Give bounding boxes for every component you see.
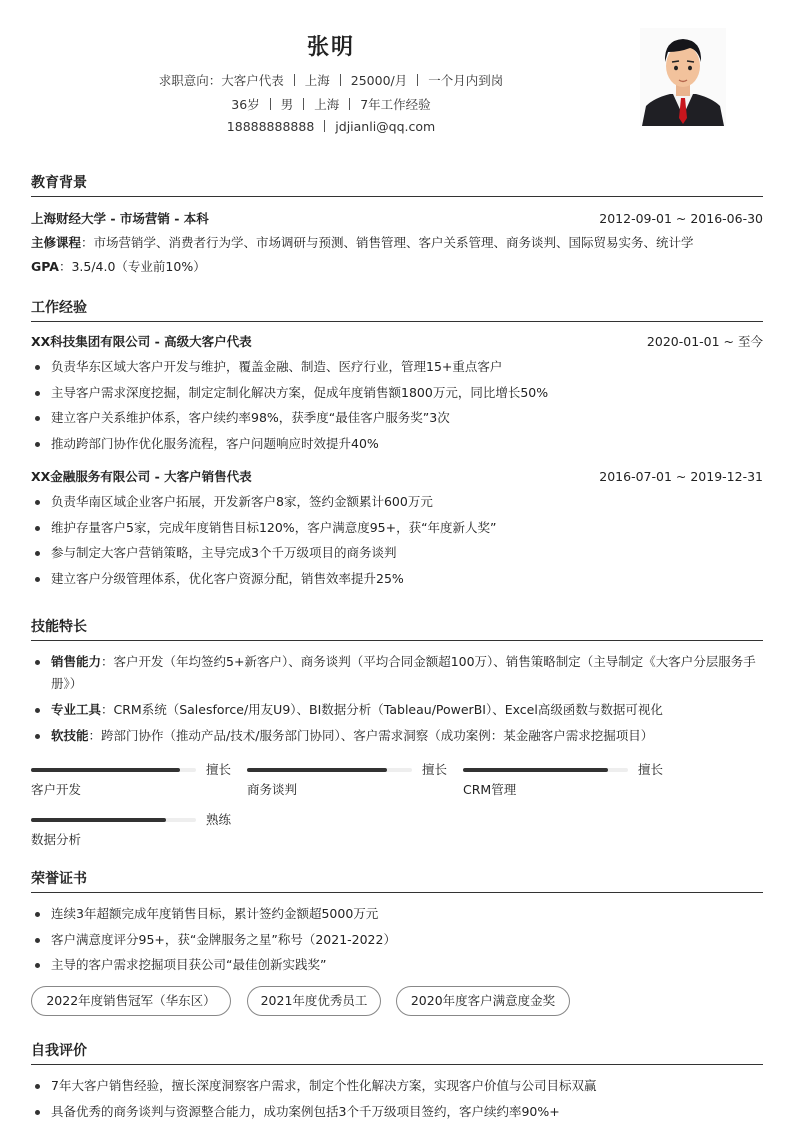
skill-bar-track — [31, 818, 196, 822]
honor-tag: 2020年度客户满意度金奖 — [396, 986, 570, 1016]
skill-label: 销售能力 — [51, 654, 102, 669]
gpa-label: GPA — [31, 259, 59, 274]
list-item: 7年大客户销售经验，擅长深度洞察客户需求，制定个性化解决方案，实现客户价值与公司目标双赢 — [31, 1073, 763, 1099]
honors-section — [31, 869, 763, 978]
job-date: 2020-01-01 ~ 至今 — [646, 334, 763, 349]
skill-text: ：客户开发（年均签约5+新客户）、商务谈判（平均合同金额超100万）、销售策略制定（主导制定《大客户分层服务手册》） — [51, 654, 756, 691]
skill-name: 数据分析 — [31, 832, 82, 847]
honor-tag: 2021年度优秀员工 — [247, 986, 381, 1016]
email: jdjianli@qq.com — [335, 119, 436, 134]
expected-salary: 25000/月 — [350, 73, 408, 88]
skill-bar-track — [247, 768, 412, 772]
education-row — [31, 207, 763, 231]
job-company-title: XX科技集团有限公司 - 高级大客户代表 — [31, 334, 252, 349]
self-eval-bullets — [31, 1073, 763, 1123]
avatar — [640, 28, 726, 126]
job-header — [31, 465, 763, 489]
section-title-education: 教育背景 — [31, 173, 763, 197]
list-item: 主导的客户需求挖掘项目获公司“最佳创新实践奖” — [31, 952, 763, 978]
list-item: 建立客户分级管理体系，优化客户资源分配，销售效率提升25% — [31, 566, 763, 592]
age: 36岁 — [231, 97, 260, 112]
skill-name: CRM管理 — [463, 782, 517, 797]
courses-text: ：市场营销学、消费者行为学、市场调研与预测、销售管理、客户关系管理、商务谈判、国际贸易实务、统计学 — [81, 235, 694, 250]
honors-bullets — [31, 901, 763, 978]
skill-level: 擅长 — [206, 762, 232, 777]
skill-name: 商务谈判 — [247, 782, 298, 797]
section-title-honors: 荣誉证书 — [31, 869, 763, 893]
avatar-illustration — [640, 28, 726, 126]
list-item: 推动跨部门协作优化服务流程，客户问题响应时效提升40% — [31, 431, 763, 457]
info-line-contact — [0, 119, 662, 134]
experience-years: 7年工作经验 — [360, 97, 431, 112]
education-section — [31, 173, 763, 279]
list-item — [31, 723, 763, 749]
section-title-self-eval: 自我评价 — [31, 1041, 763, 1065]
phone: 18888888888 — [226, 119, 315, 134]
skill-name: 客户开发 — [31, 782, 82, 797]
availability: 一个月内到岗 — [428, 73, 504, 88]
courses-row — [31, 231, 763, 255]
skill-level: 擅长 — [422, 762, 448, 777]
job-city: 上海 — [304, 73, 330, 88]
list-item: 主导客户需求深度挖掘，制定定制化解决方案，促成年度销售额1800万元，同比增长50% — [31, 380, 763, 406]
list-item: 负责华东区域大客户开发与维护，覆盖金融、制造、医疗行业，管理15+重点客户 — [31, 354, 763, 380]
gpa-row — [31, 255, 763, 279]
education-date: 2012-09-01 ~ 2016-06-30 — [599, 211, 763, 226]
list-item — [31, 697, 763, 723]
resume-header — [0, 0, 794, 160]
list-item: 连续3年超额完成年度销售目标，累计签约金额超5000万元 — [31, 901, 763, 927]
skill-text: ：CRM系统（Salesforce/用友U9）、BI数据分析（Tableau/PowerBI）、Excel高级函数与数据可视化 — [101, 702, 663, 717]
skills-section — [31, 617, 763, 749]
list-item: 负责华南区域企业客户拓展，开发新客户8家，签约金额累计600万元 — [31, 489, 763, 515]
job-header — [31, 330, 763, 354]
job-bullets — [31, 354, 763, 456]
list-item: 具备优秀的商务谈判与资源整合能力，成功案例包括3个千万级项目签约，客户续约率90%+ — [31, 1099, 763, 1123]
skill-bar-fill — [247, 768, 387, 772]
skill-bar-fill — [31, 768, 180, 772]
job-intent: 求职意向：大客户代表 — [158, 73, 284, 88]
skill-text: ：跨部门协作（推动产品/技术/服务部门协同）、客户需求洞察（成功案例：某金融客户需求挖掘项目） — [88, 728, 654, 743]
section-title-skills: 技能特长 — [31, 617, 763, 641]
list-item: 维护存量客户5家，完成年度销售目标120%，客户满意度95+，获“年度新人奖” — [31, 515, 763, 541]
skill-label: 专业工具 — [51, 702, 102, 717]
job-date: 2016-07-01 ~ 2019-12-31 — [599, 469, 763, 484]
skill-level: 擅长 — [638, 762, 664, 777]
gpa-text: ：3.5/4.0（专业前10%） — [58, 259, 206, 274]
list-item: 客户满意度评分95+，获“金牌服务之星”称号（2021-2022） — [31, 927, 763, 953]
honor-tag: 2022年度销售冠军（华东区） — [31, 986, 231, 1016]
courses-label: 主修课程 — [31, 235, 82, 250]
work-section — [31, 298, 763, 591]
skill-bar-fill — [463, 768, 608, 772]
skills-bullets — [31, 649, 763, 749]
info-line-basic — [0, 95, 662, 113]
location: 上海 — [314, 97, 340, 112]
list-item — [31, 649, 763, 697]
school-major-degree: 上海财经大学 - 市场营销 - 本科 — [31, 211, 209, 226]
skill-label: 软技能 — [51, 728, 89, 743]
section-title-work: 工作经验 — [31, 298, 763, 322]
list-item: 参与制定大客户营销策略，主导完成3个千万级项目的商务谈判 — [31, 540, 763, 566]
skill-bar-fill — [31, 818, 166, 822]
skill-level: 熟练 — [206, 812, 232, 827]
skill-bar-track — [463, 768, 628, 772]
skill-bar-track — [31, 768, 196, 772]
gender: 男 — [280, 97, 294, 112]
info-line-intent — [0, 71, 662, 89]
job-company-title: XX金融服务有限公司 - 大客户销售代表 — [31, 469, 252, 484]
job-bullets — [31, 489, 763, 591]
list-item: 建立客户关系维护体系，客户续约率98%，获季度“最佳客户服务奖”3次 — [31, 405, 763, 431]
self-eval-section — [31, 1041, 763, 1123]
candidate-name: 张明 — [306, 35, 355, 60]
